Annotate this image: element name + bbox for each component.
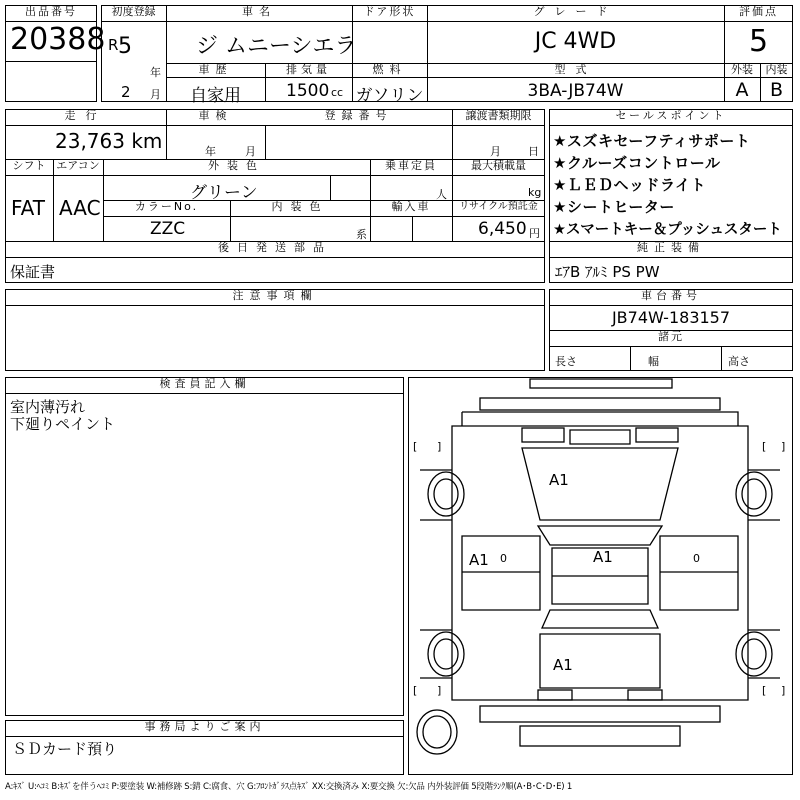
bracket-fr-open: [ [762, 440, 767, 453]
era: R [108, 36, 119, 54]
capacity-label: 乗車定員 [385, 159, 437, 172]
lot-number-label: 出品番号 [25, 5, 77, 18]
damage-mark-hood: A1 [549, 471, 569, 489]
displacement-unit: cc [331, 86, 344, 99]
inspection-year-unit: 年 [205, 145, 216, 158]
shift: FAT [11, 196, 46, 220]
chassis-number: JB74W-183157 [611, 308, 731, 327]
recycle-amount: 6,450 [478, 219, 527, 239]
score-label: 評価点 [739, 5, 778, 18]
equipment-label: 純正装備 [637, 241, 705, 254]
later-parts-box [5, 257, 545, 283]
ext-color-label: 外装色 [208, 159, 265, 172]
max-load-unit: kg [528, 186, 542, 199]
spec-height-label: 高さ [728, 355, 750, 368]
inspector-note-2: 下廻りペイント [10, 415, 116, 433]
equipment: ｴｱB ｱﾙﾐ PS PW [555, 263, 660, 281]
later-parts: 保証書 [10, 263, 56, 281]
ac: AAC [59, 196, 101, 220]
inspection-label: 車検 [198, 109, 233, 122]
shift-label: シフト [12, 159, 46, 172]
legend: A:ｷｽﾞ U:ﾍｺﾐ B:ｷｽﾞを伴うﾍｺﾐ P:要塗装 W:補修跡 S:錆 C:腐食、穴 G:ﾌﾛﾝﾄｶﾞﾗｽ点ｷｽﾞ XX:交換済み X:要交換 欠:欠品 内外装評価 5段階ﾗﾝｸ順(A･B･C･D･E) 1 [5, 782, 573, 792]
exterior-label: 外装 [731, 63, 753, 76]
car-name: ジ ムニーシエラ [196, 34, 357, 59]
transfer-month-unit: 月 [490, 145, 501, 158]
mileage: 23,763 km [55, 129, 163, 153]
lot-number: 20388 [10, 22, 106, 57]
max-load-label: 最大積載量 [471, 159, 526, 172]
displacement-label: 排気量 [286, 63, 331, 76]
color-no-label: カラーNo. [134, 200, 199, 213]
reg-no-label: 登録番号 [324, 109, 393, 122]
history-label: 車歴 [198, 63, 233, 76]
month-unit: 月 [150, 88, 161, 101]
bracket-rr-close: ] [781, 684, 786, 697]
sales-point-3: ★ＬＥＤヘッドライト [553, 176, 706, 194]
office-label: 事務局よりご案内 [144, 720, 265, 733]
exterior-grade: A [735, 79, 749, 101]
int-color-unit: 系 [356, 228, 367, 241]
recycle-label: リサイクル預託金 [459, 201, 538, 212]
damage-mark-roof: A1 [593, 548, 613, 566]
spec-width-label: 幅 [648, 355, 659, 368]
history: 自家用 [190, 86, 241, 106]
interior-grade: B [769, 79, 784, 101]
recycle-unit: 円 [529, 227, 540, 240]
sales-points-label: セールスポイント [615, 109, 727, 122]
grade: JC 4WD [534, 29, 617, 54]
capacity-unit: 人 [436, 188, 447, 201]
displacement: 1500 [286, 81, 330, 101]
chassis-label: 車台番号 [641, 289, 701, 302]
later-parts-label: 後日発送部品 [218, 241, 332, 254]
bracket-fl-close: ] [437, 440, 442, 453]
ac-label: エアコン [56, 159, 100, 172]
bracket-rl-open: [ [413, 684, 418, 697]
office-note: ＳＤカード預り [12, 740, 118, 758]
inspector-label: 検査員記入欄 [159, 377, 250, 390]
sales-point-2: ★クルーズコントロール [553, 154, 721, 172]
damage-mark-left-door: A1 [469, 551, 489, 569]
first-reg-label: 初度登録 [111, 5, 156, 18]
fuel-label: 燃料 [372, 63, 407, 76]
bracket-rr-open: [ [762, 684, 767, 697]
inspection-month-unit: 月 [245, 145, 256, 158]
model: 3BA-JB74W [527, 81, 624, 101]
car-diagram [408, 377, 793, 775]
mileage-label: 走行 [64, 109, 107, 122]
reg-month: 2 [121, 83, 131, 101]
sales-point-5: ★スマートキー＆プッシュスタート [553, 222, 782, 238]
fuel: ガソリン [355, 86, 424, 106]
reg-year: 5 [118, 34, 132, 59]
spec-length-label: 長さ [555, 355, 577, 368]
bracket-fl-open: [ [413, 440, 418, 453]
mark-left-zero: 0 [500, 552, 507, 565]
door-label: ドア形状 [363, 5, 416, 18]
notes-label: 注意事項欄 [232, 289, 318, 302]
mark-right-zero: 0 [693, 552, 700, 565]
damage-mark-rear: A1 [553, 656, 573, 674]
model-label: 型式 [554, 63, 597, 76]
transfer-label: 譲渡書類期限 [465, 109, 532, 122]
int-color-label: 内装色 [271, 200, 329, 213]
specs-label: 諸元 [658, 330, 684, 343]
bracket-rl-close: ] [437, 684, 442, 697]
bracket-fr-close: ] [781, 440, 786, 453]
grade-label: グレード [533, 5, 618, 18]
inspector-note-1: 室内薄汚れ [10, 398, 86, 416]
sales-point-4: ★シートヒーター [553, 198, 675, 216]
sales-point-1: ★スズキセーフティサポート [553, 132, 751, 150]
ext-color: グリーン [190, 183, 258, 203]
score: 5 [748, 24, 769, 59]
year-unit: 年 [150, 66, 161, 79]
interior-label: 内装 [765, 63, 788, 76]
car-name-label: 車名 [242, 5, 276, 18]
color-no: ZZC [150, 219, 186, 239]
transfer-day-unit: 日 [528, 145, 539, 158]
import-label: 輸入車 [391, 200, 431, 213]
